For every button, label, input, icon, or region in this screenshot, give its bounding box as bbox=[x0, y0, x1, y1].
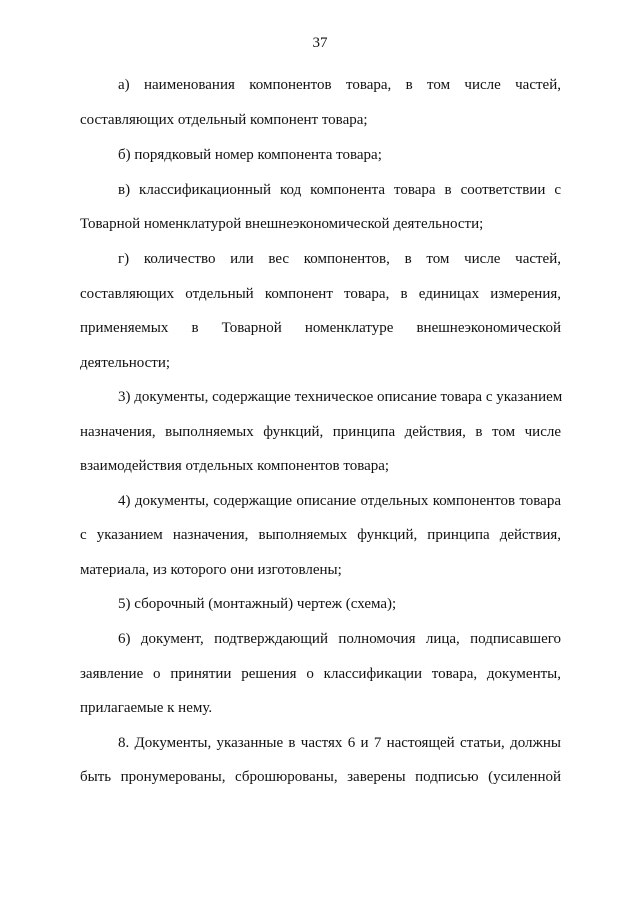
text-line: прилагаемые к нему. bbox=[80, 700, 213, 716]
text-line: б) порядковый номер компонента товара; bbox=[118, 147, 382, 163]
text-line: деятельности; bbox=[80, 355, 171, 371]
text-line: применяемых в Товарной номенклатуре внешнеэкономической bbox=[80, 320, 561, 336]
page-number: 37 bbox=[312, 35, 328, 51]
text-line: в) классификационный код компонента товара в соответствии с bbox=[118, 182, 561, 198]
text-line: быть пронумерованы, сброшюрованы, заверены подписью (усиленной bbox=[80, 769, 561, 785]
text-line: составляющих отдельный компонент товара, в единицах измерения, bbox=[80, 286, 561, 302]
text-line: г) количество или вес компонентов, в том числе частей, bbox=[118, 251, 561, 267]
text-line: заявление о принятии решения о классификации товара, документы, bbox=[80, 666, 561, 682]
text-line: назначения, выполняемых функций, принципа действия, в том числе bbox=[80, 424, 561, 440]
text-line: 4) документы, содержащие описание отдельных компонентов товара bbox=[118, 493, 561, 509]
text-line: взаимодействия отдельных компонентов товара; bbox=[80, 458, 390, 474]
text-line: 6) документ, подтверждающий полномочия лица, подписавшего bbox=[118, 631, 561, 647]
text-line: 5) сборочный (монтажный) чертеж (схема); bbox=[118, 596, 397, 612]
text-line: 3) документы, содержащие техническое описание товара с указанием bbox=[118, 389, 563, 405]
text-line: с указанием назначения, выполняемых функций, принципа действия, bbox=[80, 527, 561, 543]
text-line: составляющих отдельный компонент товара; bbox=[80, 112, 368, 128]
text-line: а) наименования компонентов товара, в том числе частей, bbox=[118, 77, 561, 93]
text-line: материала, из которого они изготовлены; bbox=[80, 562, 342, 578]
text-line: Товарной номенклатурой внешнеэкономической деятельности; bbox=[80, 216, 484, 232]
text-line: 8. Документы, указанные в частях 6 и 7 настоящей статьи, должны bbox=[118, 735, 561, 751]
